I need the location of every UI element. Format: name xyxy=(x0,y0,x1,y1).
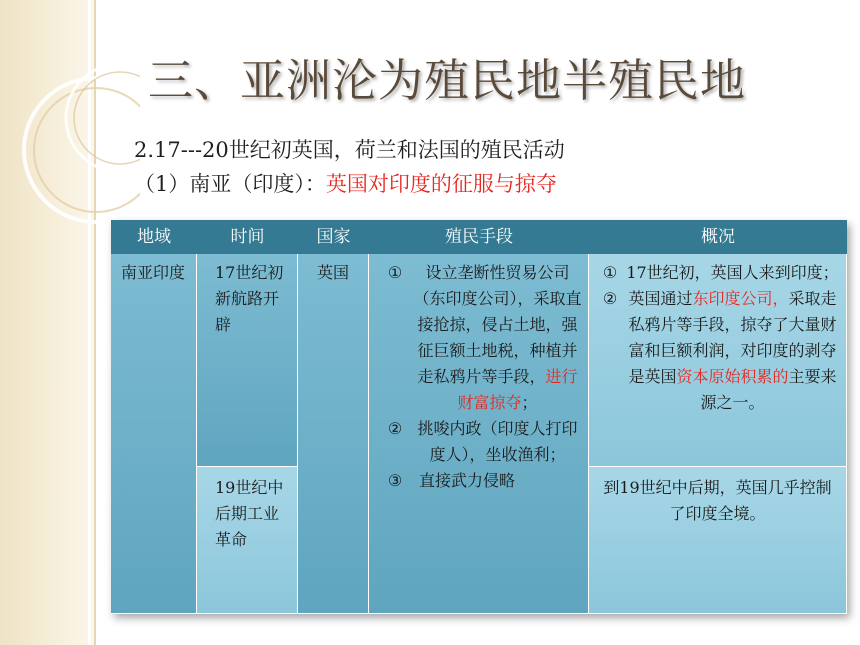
overview-3-text: 到19世纪中后期，英国几乎控制了印度全境。 xyxy=(603,478,832,523)
cell-time-2 xyxy=(197,467,298,614)
overview-2-num: ② xyxy=(602,289,618,308)
means-item-2 xyxy=(377,416,582,468)
header-means: 殖民手段 xyxy=(445,227,513,247)
means-2-text: 挑唆内政（印度人打印度人），坐收渔利； xyxy=(417,419,578,464)
header-overview: 概况 xyxy=(701,227,735,247)
overview-2-c: 主要来源之一。 xyxy=(700,367,837,412)
overview-2-b: 采取走私鸦片等手段，掠夺了大量财富和巨额利润，对印度的剥夺是英国 xyxy=(628,289,837,386)
overview-item-2 xyxy=(595,286,840,416)
overview-2-red-1: 东印度公司， xyxy=(692,289,789,308)
header-region: 地域 xyxy=(137,227,171,247)
header-time: 时间 xyxy=(230,227,265,247)
cell-means xyxy=(369,254,589,614)
overview-1-num: ① xyxy=(602,263,618,282)
cell-overview-2 xyxy=(589,467,847,614)
cell-country xyxy=(298,254,369,614)
time-2-text: 19世纪中后期工业革命 xyxy=(215,478,284,549)
means-item-3 xyxy=(377,468,582,494)
cell-time-1 xyxy=(197,254,298,467)
overview-1-text: 17世纪初，英国人来到印度； xyxy=(626,263,839,282)
means-2-num: ② xyxy=(387,419,403,438)
subtitle: 2.17---20世纪初英国，荷兰和法国的殖民活动 xyxy=(134,138,565,162)
country-text: 英国 xyxy=(316,263,349,282)
cell-overview-1 xyxy=(589,254,847,467)
section-prefix: （1）南亚（印度）： xyxy=(134,172,326,196)
slide-title: 三、亚洲沦为殖民地半殖民地 xyxy=(148,54,747,107)
overview-item-1 xyxy=(595,260,840,286)
overview-2-red-2: 资本原始积累的 xyxy=(676,367,789,386)
means-3-text: 直接武力侵略 xyxy=(419,471,516,490)
section-heading xyxy=(134,168,557,198)
decorative-circles xyxy=(0,0,140,240)
means-1-end: ； xyxy=(521,393,538,412)
means-1-red: 进行财富掠夺 xyxy=(457,367,578,412)
header-country: 国家 xyxy=(316,227,351,247)
time-1-text: 17世纪初新航路开辟 xyxy=(215,263,284,334)
region-text: 南亚印度 xyxy=(121,263,186,282)
colonial-table xyxy=(111,220,847,614)
table-header xyxy=(111,220,847,254)
section-highlight: 英国对印度的征服与掠夺 xyxy=(325,172,557,196)
overview-2-a: 英国通过 xyxy=(628,289,693,308)
means-3-num: ③ xyxy=(387,471,403,490)
means-1-text: 设立垄断性贸易公司（东印度公司），采取直接抢掠，侵占土地，强征巨额土地税，种植并走私鸦片等手段， xyxy=(413,263,582,386)
cell-region xyxy=(111,254,197,614)
means-item-1 xyxy=(377,260,582,416)
means-1-num: ① xyxy=(387,263,403,282)
